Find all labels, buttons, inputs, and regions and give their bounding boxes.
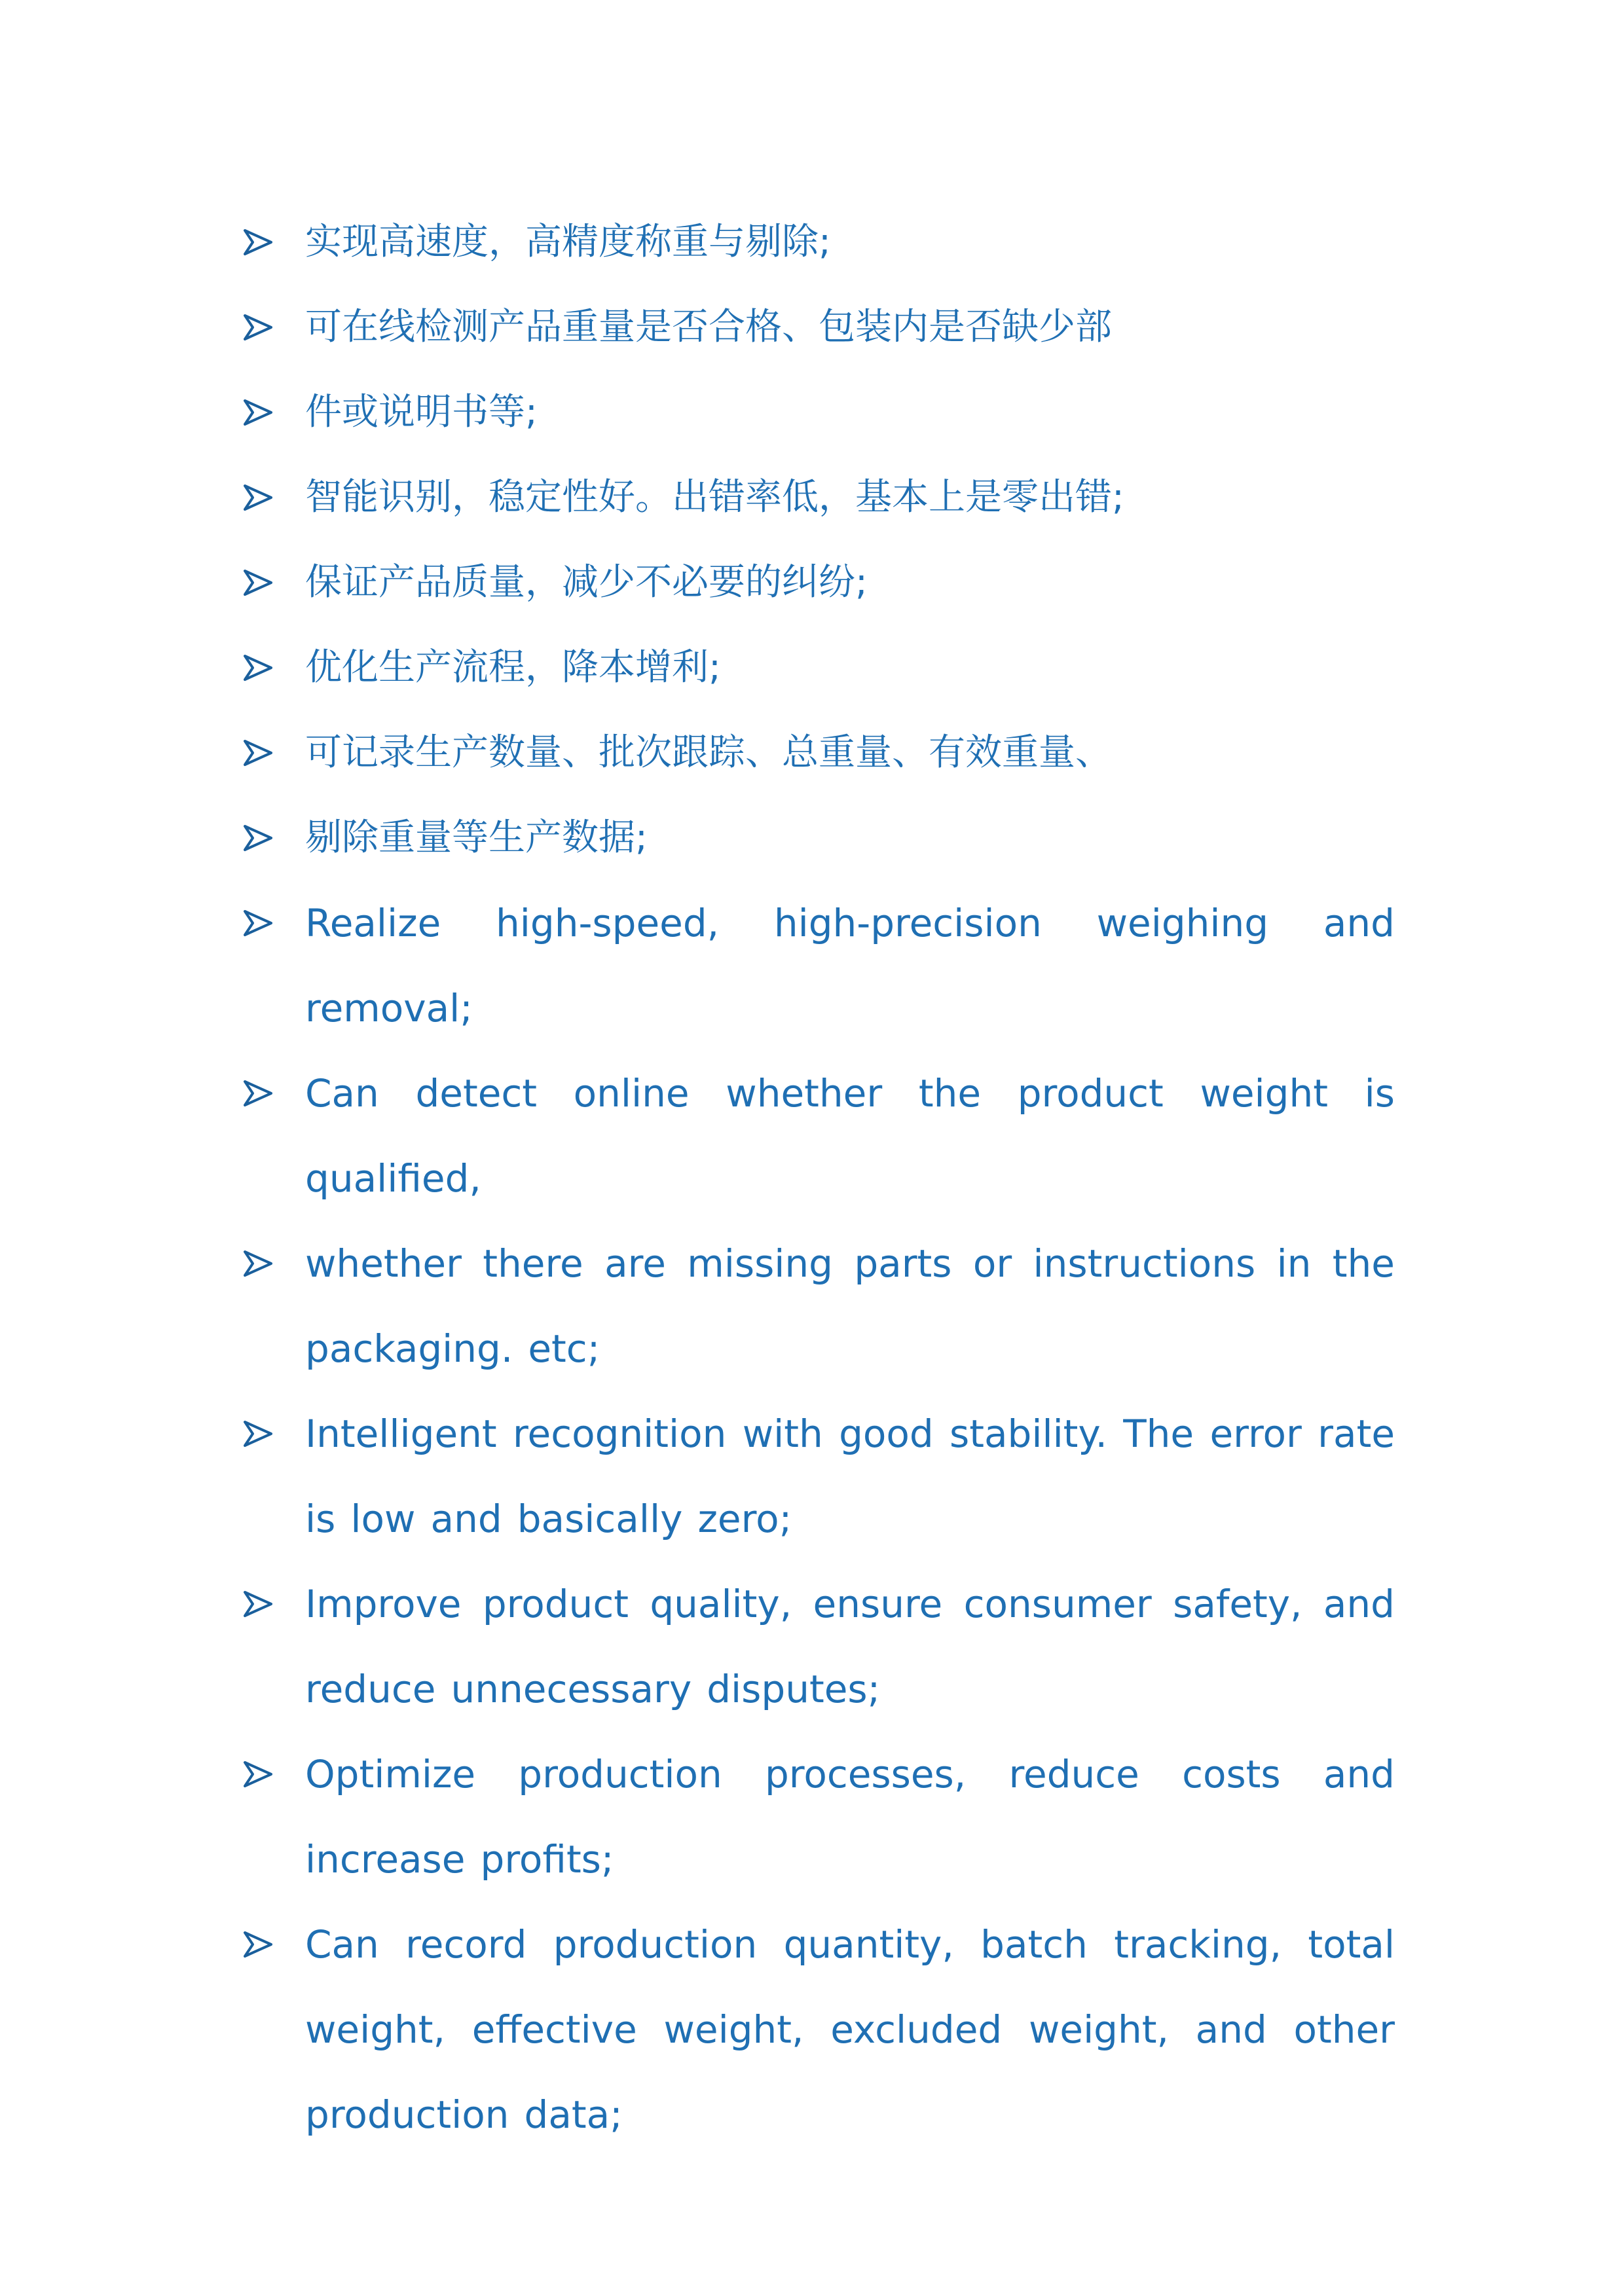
list-item-text: 智能识别，稳定性好。出错率低，基本上是零出错; xyxy=(305,476,1124,519)
list-item xyxy=(242,1391,1395,1561)
arrowhead-bullet-icon xyxy=(242,652,274,683)
list-item-text: Can detect online whether the product weight is qualified, xyxy=(305,1071,1395,1201)
list-item-text: 剔除重量等生产数据; xyxy=(305,816,648,859)
arrowhead-bullet-icon xyxy=(242,1929,274,1960)
arrowhead-bullet-icon xyxy=(242,1758,274,1790)
list-item xyxy=(242,540,1395,625)
list-item xyxy=(242,710,1395,795)
arrowhead-bullet-icon xyxy=(242,822,274,854)
arrowhead-bullet-icon xyxy=(242,567,274,598)
list-item xyxy=(242,1221,1395,1391)
list-item-text: Optimize production processes, reduce costs and increase profits; xyxy=(305,1752,1395,1882)
feature-bullet-list xyxy=(242,200,1395,2157)
list-item xyxy=(242,455,1395,540)
list-item-text: Intelligent recognition with good stability. The error rate is low and basically zero; xyxy=(305,1412,1395,1541)
arrowhead-bullet-icon xyxy=(242,1078,274,1109)
arrowhead-bullet-icon xyxy=(242,1418,274,1449)
list-item xyxy=(242,200,1395,285)
arrowhead-bullet-icon xyxy=(242,227,274,258)
arrowhead-bullet-icon xyxy=(242,482,274,513)
list-item xyxy=(242,625,1395,710)
list-item-text: whether there are missing parts or instructions in the packaging. etc; xyxy=(305,1241,1395,1371)
list-item xyxy=(242,285,1395,370)
list-item-text: 实现高速度，高精度称重与剔除; xyxy=(305,221,831,263)
arrowhead-bullet-icon xyxy=(242,737,274,769)
arrowhead-bullet-icon xyxy=(242,312,274,343)
list-item xyxy=(242,795,1395,881)
list-item xyxy=(242,370,1395,455)
list-item xyxy=(242,1561,1395,1732)
list-item-text: 优化生产流程，降本增利; xyxy=(305,646,721,689)
list-item-text: Can record production quantity, batch tracking, total weight, effective weight, excluded weight, and other production data; xyxy=(305,1922,1395,2137)
list-item-text: 件或说明书等; xyxy=(305,391,538,433)
arrowhead-bullet-icon xyxy=(242,1248,274,1279)
list-item xyxy=(242,1902,1395,2157)
list-item-text: Realize high-speed, high-precision weighing and removal; xyxy=(305,901,1395,1030)
list-item xyxy=(242,1732,1395,1902)
arrowhead-bullet-icon xyxy=(242,1588,274,1620)
arrowhead-bullet-icon xyxy=(242,907,274,939)
arrowhead-bullet-icon xyxy=(242,397,274,428)
list-item xyxy=(242,1051,1395,1221)
list-item-text: 保证产品质量，减少不必要的纠纷; xyxy=(305,561,868,604)
list-item-text: 可记录生产数量、批次跟踪、总重量、有效重量、 xyxy=(305,731,1112,774)
list-item-text: 可在线检测产品重量是否合格、包装内是否缺少部 xyxy=(305,306,1112,348)
list-item xyxy=(242,881,1395,1051)
list-item-text: Improve product quality, ensure consumer safety, and reduce unnecessary disputes; xyxy=(305,1582,1395,1711)
